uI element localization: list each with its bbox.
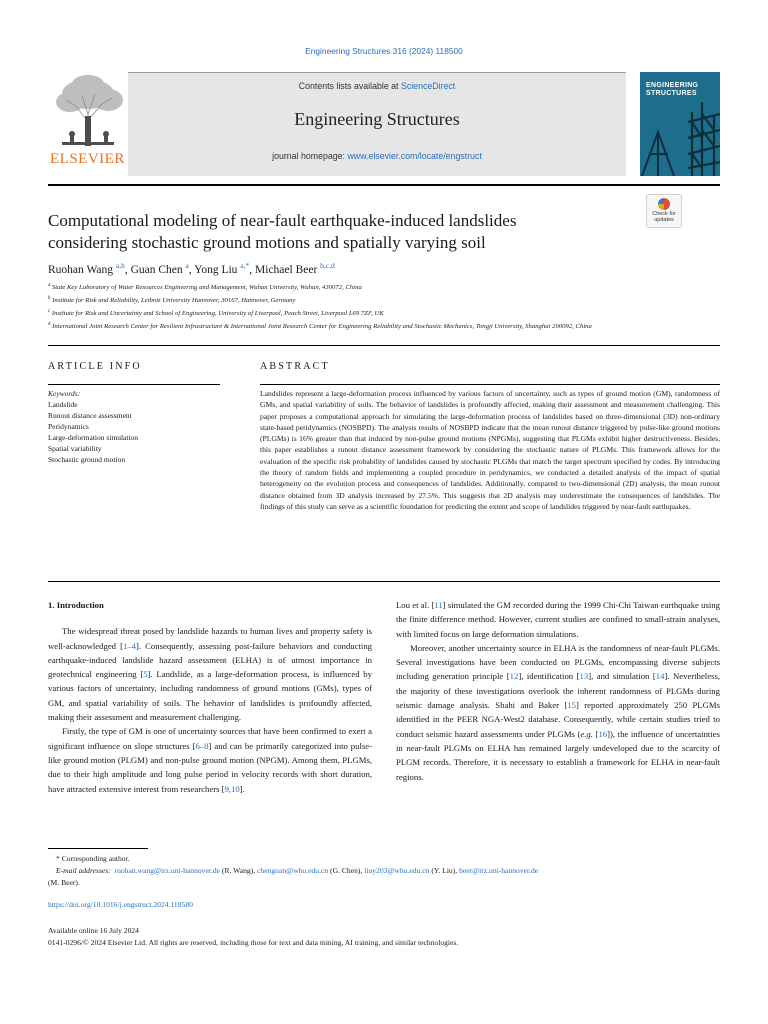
text-run: ]. Consequently, assessing post-failure behaviors and conducting earthquake-induced landslide hazard assessment (ELHA) is of utmost importance in geotechnical engineering [ — [48, 640, 373, 680]
email-tail: (M. Beer). — [48, 878, 80, 887]
body-paragraph — [396, 641, 720, 784]
text-run: ]), the influence of uncertainties in near-fault PLGMs on ELHA has remained largely undeveloped due to the scarcity of PLGM records. Therefore, it is necessary to establish a framework for ELHA in near-fault regions. — [396, 728, 720, 782]
citation-link[interactable]: 1–4 — [122, 640, 136, 651]
affiliation — [48, 307, 720, 320]
article-title — [48, 210, 628, 254]
article-title-line1: Computational modeling of near-fault earthquake-induced landslides — [48, 211, 517, 230]
author-affiliation-mark[interactable]: b,c,d — [320, 261, 335, 270]
text-run: ]. — [239, 783, 245, 794]
affiliation-text: Institute for Risk and Reliability, Leibniz University Hannover, 30167, Hannover, Germany — [52, 297, 296, 305]
header-divider — [48, 184, 720, 186]
email-addresses — [48, 865, 720, 877]
citation-link[interactable]: 12 — [509, 671, 519, 682]
affiliation-text: State Key Laboratory of Water Resources Engineering and Management, Wuhan University, Wuhan, 430072, China — [51, 284, 362, 292]
contents-line — [128, 81, 626, 91]
author[interactable]: Yong Liu — [194, 263, 238, 276]
text-run: ]. Nevertheless, the majority of these investigations overlook the inherent randomness of PLGMs during seismic damage analysis. Shahi and Baker [ — [396, 671, 721, 711]
citation-link[interactable]: 6–8 — [195, 740, 209, 751]
text-run: Moreover, another uncertainty source in ELHA is the randomness of near-fault PLGMs. Several investigations have been conducted on PLGMs, encompassing diverse subjects including generation principle [ — [396, 642, 720, 682]
abstract-rule — [260, 384, 720, 385]
front-matter-divider — [48, 345, 720, 346]
homepage-prefix: journal homepage: — [272, 151, 348, 161]
homepage-line — [128, 151, 626, 161]
email-link[interactable]: beer@irz.uni-hannover.de — [459, 866, 539, 875]
journal-masthead — [48, 72, 720, 176]
citation-link[interactable]: 14 — [655, 671, 665, 682]
article-info-heading: ARTICLE INFO — [48, 361, 142, 372]
email-owner: (R. Wang), — [220, 866, 258, 875]
text-run: Lou et al. [ — [396, 600, 435, 610]
article-info-rule — [48, 384, 220, 385]
footnote-rule — [48, 848, 148, 849]
author-list — [48, 261, 335, 276]
affiliation-mark: b — [48, 296, 51, 302]
affiliation-text: Institute for Risk and Uncertainty and School of Engineering, University of Liverpool, Peach Street, Liverpool L69 7ZF, UK — [51, 310, 384, 318]
body-paragraph — [396, 598, 720, 641]
keyword: Landslide — [48, 400, 78, 409]
journal-reference[interactable]: Engineering Structures 316 (2024) 118500 — [305, 46, 463, 56]
elsevier-logo[interactable] — [48, 72, 128, 176]
author[interactable]: Ruohan Wang — [48, 263, 113, 276]
text-run: ] reported approximately 250 PLGMs identified in the PEER NGA-West2 database. Consequently, while certain studies tried to conduct seismic hazard assessments under PLGMs ( — [396, 700, 720, 739]
affiliation-mark: c — [48, 309, 51, 315]
email-link[interactable]: liuy203@whu.edu.cn — [364, 866, 430, 875]
affiliation-list — [48, 281, 720, 333]
author-affiliation-mark[interactable]: a,* — [240, 261, 250, 270]
journal-homepage-link[interactable]: www.elsevier.com/locate/engstruct — [347, 151, 482, 161]
text-run: [ — [592, 728, 599, 739]
publication-info — [48, 925, 458, 949]
text-run: ]. Landslide, as a large-deformation process, is influenced by various factors of uncertainty, including randomness of ground motions (GMs), types of GM, and spatial variability of soils. The behavior of landslides is profoundly affected, making their assessment and measurement challenging. — [48, 669, 372, 723]
author[interactable]: Michael Beer — [255, 263, 318, 276]
sciencedirect-link[interactable]: ScienceDirect — [400, 81, 456, 91]
keywords-heading: Keywords: — [48, 389, 81, 398]
author-affiliation-mark[interactable]: a,b — [115, 261, 125, 270]
text-run: ], identification [ — [518, 671, 580, 682]
keyword: Spatial variability — [48, 444, 102, 453]
footnotes — [48, 853, 720, 889]
citation-link[interactable]: 15 — [567, 700, 577, 711]
body-column-left — [48, 598, 372, 796]
cover-title-line1: ENGINEERING — [646, 82, 699, 89]
check-for-updates-badge[interactable] — [646, 194, 682, 228]
email-link[interactable]: ruohan.wang@irz.uni-hannover.de — [114, 866, 221, 875]
cover-title-line2: STRUCTURES — [646, 90, 697, 97]
abstract-heading: ABSTRACT — [260, 361, 330, 372]
citation-link[interactable]: 11 — [434, 600, 443, 610]
text-run: ], and simulation [ — [588, 671, 656, 682]
cover-title — [646, 82, 716, 98]
journal-title: Engineering Structures — [294, 109, 460, 129]
body-paragraph — [48, 624, 372, 724]
author-separator: , — [188, 263, 195, 276]
text-run: ] simulated the GM recorded during the 1999 Chi-Chi Taiwan earthquake using the finite difference method. However, current studies are confined to small-strain analyses, with limited focus on large deformation simulations. — [396, 600, 720, 639]
text-run: ] and can be primarily categorized into pulse-like ground motion (PLGM) and non-pulse ground motion (NPGM). Among them, PLGMs, due to their high amplitude and long pulse period in velocity records with short duration, have attracted extensive interest from researchers [ — [48, 740, 373, 794]
author[interactable]: Guan Chen — [130, 263, 183, 276]
keywords-block — [48, 388, 220, 465]
citation-link[interactable]: 13 — [579, 671, 589, 682]
author-separator: , — [124, 263, 131, 276]
contents-prefix: Contents lists available at — [298, 81, 401, 91]
available-online-date: Available online 16 July 2024 — [48, 926, 139, 935]
email-link[interactable]: chenguan@whu.edu.cn — [257, 866, 329, 875]
citation-link[interactable]: 5 — [143, 669, 148, 680]
article-title-line2: considering stochastic ground motions and spatially varying soil — [48, 233, 486, 252]
journal-banner — [128, 72, 626, 176]
body-paragraph — [48, 724, 372, 795]
keyword: Runout distance assessment — [48, 411, 132, 420]
journal-cover-thumbnail[interactable] — [640, 72, 720, 176]
affiliation — [48, 294, 720, 307]
email-owner: (G. Chen), — [328, 866, 365, 875]
affiliation — [48, 281, 720, 294]
email-label: E-mail addresses: — [56, 866, 111, 875]
copyright-notice: 0141-0296/© 2024 Elsevier Ltd. All rights are reserved, including those for text and data mining, AI training, and similar technologies. — [48, 938, 459, 947]
author-affiliation-mark[interactable]: a — [185, 261, 189, 270]
email-owner: (Y. Liu), — [429, 866, 460, 875]
check-updates-line2: updates — [654, 217, 674, 223]
abstract-divider — [48, 581, 720, 582]
text-run: Firstly, the type of GM is one of uncertainty sources that have been confirmed to exert a significant influence on slope structures [ — [48, 726, 372, 751]
citation-link[interactable]: 9,10 — [224, 783, 240, 794]
keyword: Large-deformation simulation — [48, 433, 139, 442]
affiliation-text: International Joint Research Center for Resilient Infrastructure & International Joint Research Center for Engineering Reliability and Stochastic Mechanics, Tongji University, Shanghai 200092, China — [52, 323, 592, 331]
author-separator: , — [249, 263, 256, 276]
check-updates-line1: Check for — [652, 211, 676, 217]
affiliation — [48, 320, 720, 333]
keyword: Peridynamics — [48, 422, 89, 431]
text-run: The widespread threat posed by landslide hazards to human lives and property safety is well-acknowledged [ — [48, 626, 372, 651]
affiliation-mark: a — [48, 283, 51, 288]
publisher-wordmark: ELSEVIER — [50, 151, 125, 167]
body-column-right — [396, 598, 720, 784]
section-heading-introduction: 1. Introduction — [48, 600, 104, 610]
elsevier-tree-icon — [48, 72, 128, 150]
check-updates-icon — [658, 198, 670, 210]
keyword: Stochastic ground motion — [48, 455, 126, 464]
corresponding-author-note: * Corresponding author. — [56, 854, 130, 863]
abstract-text: Landslides represent a large-deformation process influenced by various factors of uncertainty, such as types of ground motion (GM), randomness of GMs, and spatial variability of soils. The behavior of landslides is profoundly affected, making their assessment and measurement challenging. This paper proposes a computational approach for simulating the large-deformation process of landslides based on three-dimensional (3D) non-ordinary state-based peridynamics (NOSBPD). The analysis results of NOSBPD indicate that the mean runout distance triggered by pulse-like ground motions (PLGMs) is 16% greater than that induced by non-pulse ground motions (NPGMs), suggesting that PLGMs exhibit higher destructiveness. Besides, this paper establishes a runout distance assessment framework by considering the stochastic nature of PLGMs. This framework allows for the evaluation of the specific risk probability of landslides caused by stochastic PLGMs that match the target spectrum specified by codes. By introducing the theory of random fields and implementing a coupled procedure in peridynamics, we conducted a detailed analysis of the impact of spatial heterogeneity on the evolution process and consequences of landslides. Additionally, compared to two-dimensional (2D) analysis, the mean runout distance obtained from 3D analysis increased by 27.5%. This suggests that 2D analysis may underestimate the consequences of landslides. The findings of this study can serve as a scientific foundation for predicting the extent and scope of landslides triggered by near-fault earthquakes. — [260, 389, 720, 511]
text-run-italic: e.g. — [580, 728, 593, 739]
affiliation-mark: d — [48, 322, 51, 328]
citation-link[interactable]: 16 — [598, 728, 608, 739]
doi-link[interactable]: https://doi.org/10.1016/j.engstruct.2024.118580 — [48, 900, 193, 909]
